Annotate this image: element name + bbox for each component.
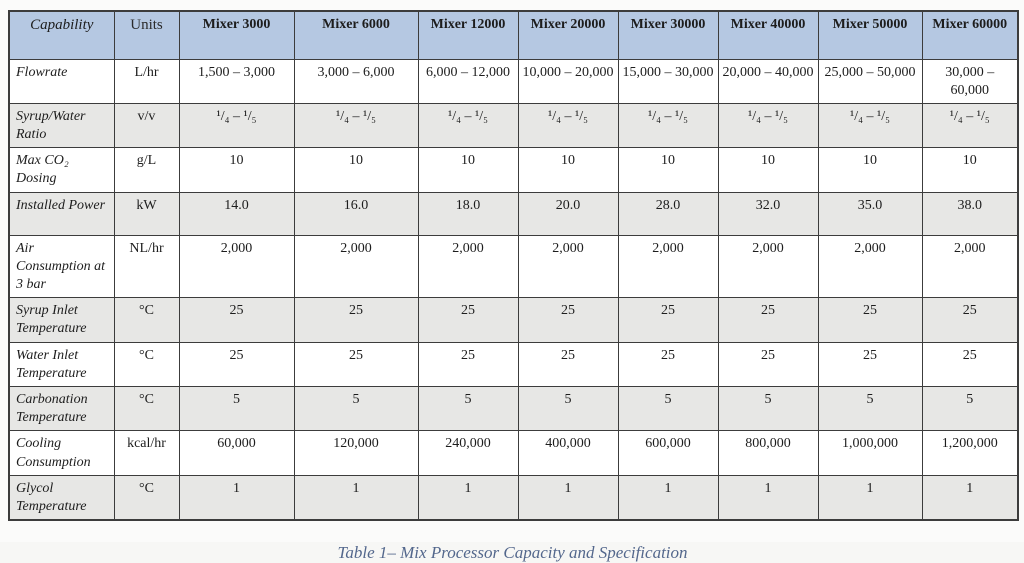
capability-cell: Carbonation Temperature bbox=[9, 386, 114, 430]
value-cell: 5 bbox=[718, 386, 818, 430]
units-cell: NL/hr bbox=[114, 235, 179, 298]
value-cell: 120,000 bbox=[294, 431, 418, 475]
spec-table-header bbox=[9, 11, 1018, 59]
table-row bbox=[9, 298, 1018, 342]
header-row bbox=[9, 11, 1018, 59]
spec-table-body bbox=[9, 59, 1018, 520]
capability-cell: Water Inlet Temperature bbox=[9, 342, 114, 386]
value-cell: ¹/₄ – ¹/₅ bbox=[294, 103, 418, 147]
value-cell: 14.0 bbox=[179, 192, 294, 235]
value-cell: 5 bbox=[418, 386, 518, 430]
value-cell: 10 bbox=[418, 148, 518, 192]
value-cell: 1 bbox=[518, 475, 618, 520]
value-cell: 25 bbox=[518, 342, 618, 386]
value-cell: 5 bbox=[179, 386, 294, 430]
value-cell: 25 bbox=[718, 342, 818, 386]
column-header-mixer-50000: Mixer 50000 bbox=[818, 11, 922, 59]
value-cell: 25 bbox=[922, 342, 1018, 386]
value-cell: 10 bbox=[518, 148, 618, 192]
value-cell: 25 bbox=[294, 342, 418, 386]
capability-cell: Syrup/Water Ratio bbox=[9, 103, 114, 147]
value-cell: 10 bbox=[294, 148, 418, 192]
value-cell: 20,000 – 40,000 bbox=[718, 59, 818, 103]
table-row bbox=[9, 342, 1018, 386]
value-cell: 5 bbox=[294, 386, 418, 430]
units-cell: °C bbox=[114, 386, 179, 430]
column-header-mixer-20000: Mixer 20000 bbox=[518, 11, 618, 59]
value-cell: 2,000 bbox=[418, 235, 518, 298]
value-cell: 18.0 bbox=[418, 192, 518, 235]
value-cell: 25 bbox=[818, 342, 922, 386]
value-cell: 10 bbox=[179, 148, 294, 192]
value-cell: 30,000 – 60,000 bbox=[922, 59, 1018, 103]
capability-cell: Syrup Inlet Temperature bbox=[9, 298, 114, 342]
column-header-mixer-6000: Mixer 6000 bbox=[294, 11, 418, 59]
value-cell: ¹/₄ – ¹/₅ bbox=[518, 103, 618, 147]
value-cell: 1 bbox=[294, 475, 418, 520]
table-row bbox=[9, 192, 1018, 235]
value-cell: ¹/₄ – ¹/₅ bbox=[179, 103, 294, 147]
value-cell: 5 bbox=[922, 386, 1018, 430]
value-cell: 1 bbox=[818, 475, 922, 520]
table-row bbox=[9, 386, 1018, 430]
column-header-mixer-3000: Mixer 3000 bbox=[179, 11, 294, 59]
value-cell: 16.0 bbox=[294, 192, 418, 235]
table-caption: Table 1– Mix Processor Capacity and Specification bbox=[337, 543, 688, 563]
value-cell: 20.0 bbox=[518, 192, 618, 235]
value-cell: 5 bbox=[518, 386, 618, 430]
value-cell: 25 bbox=[618, 342, 718, 386]
value-cell: 1 bbox=[922, 475, 1018, 520]
value-cell: 1 bbox=[179, 475, 294, 520]
value-cell: 25 bbox=[518, 298, 618, 342]
value-cell: 1 bbox=[618, 475, 718, 520]
units-cell: v/v bbox=[114, 103, 179, 147]
value-cell: 25 bbox=[418, 342, 518, 386]
value-cell: 2,000 bbox=[922, 235, 1018, 298]
column-header-mixer-12000: Mixer 12000 bbox=[418, 11, 518, 59]
value-cell: 10 bbox=[618, 148, 718, 192]
value-cell: 10 bbox=[818, 148, 922, 192]
value-cell: 32.0 bbox=[718, 192, 818, 235]
value-cell: 1,500 – 3,000 bbox=[179, 59, 294, 103]
value-cell: 60,000 bbox=[179, 431, 294, 475]
capability-cell: Air Consumption at 3 bar bbox=[9, 235, 114, 298]
capability-cell: Flowrate bbox=[9, 59, 114, 103]
value-cell: 25 bbox=[618, 298, 718, 342]
value-cell: 25 bbox=[179, 342, 294, 386]
units-cell: kW bbox=[114, 192, 179, 235]
value-cell: 2,000 bbox=[518, 235, 618, 298]
capability-cell: Installed Power bbox=[9, 192, 114, 235]
units-cell: °C bbox=[114, 298, 179, 342]
value-cell: 10,000 – 20,000 bbox=[518, 59, 618, 103]
value-cell: 25 bbox=[294, 298, 418, 342]
column-header-mixer-40000: Mixer 40000 bbox=[718, 11, 818, 59]
value-cell: ¹/₄ – ¹/₅ bbox=[418, 103, 518, 147]
column-header-units: Units bbox=[114, 11, 179, 59]
table-row bbox=[9, 431, 1018, 475]
capability-cell: Cooling Consumption bbox=[9, 431, 114, 475]
value-cell: ¹/₄ – ¹/₅ bbox=[718, 103, 818, 147]
value-cell: 1 bbox=[718, 475, 818, 520]
units-cell: g/L bbox=[114, 148, 179, 192]
units-cell: L/hr bbox=[114, 59, 179, 103]
value-cell: 2,000 bbox=[718, 235, 818, 298]
value-cell: 38.0 bbox=[922, 192, 1018, 235]
value-cell: 25 bbox=[718, 298, 818, 342]
value-cell: 25,000 – 50,000 bbox=[818, 59, 922, 103]
column-header-capability: Capability bbox=[9, 11, 114, 59]
value-cell: 25 bbox=[179, 298, 294, 342]
column-header-mixer-60000: Mixer 60000 bbox=[922, 11, 1018, 59]
value-cell: 2,000 bbox=[618, 235, 718, 298]
value-cell: 2,000 bbox=[179, 235, 294, 298]
value-cell: 5 bbox=[818, 386, 922, 430]
value-cell: 35.0 bbox=[818, 192, 922, 235]
value-cell: 10 bbox=[922, 148, 1018, 192]
capability-cell: Max CO₂ Dosing bbox=[9, 148, 114, 192]
value-cell: ¹/₄ – ¹/₅ bbox=[818, 103, 922, 147]
table-row bbox=[9, 148, 1018, 192]
column-header-mixer-30000: Mixer 30000 bbox=[618, 11, 718, 59]
value-cell: 1,200,000 bbox=[922, 431, 1018, 475]
units-cell: °C bbox=[114, 342, 179, 386]
value-cell: 2,000 bbox=[818, 235, 922, 298]
value-cell: 240,000 bbox=[418, 431, 518, 475]
value-cell: 2,000 bbox=[294, 235, 418, 298]
value-cell: ¹/₄ – ¹/₅ bbox=[922, 103, 1018, 147]
value-cell: 600,000 bbox=[618, 431, 718, 475]
value-cell: ¹/₄ – ¹/₅ bbox=[618, 103, 718, 147]
table-row bbox=[9, 103, 1018, 147]
capability-cell: Glycol Temperature bbox=[9, 475, 114, 520]
value-cell: 10 bbox=[718, 148, 818, 192]
value-cell: 25 bbox=[922, 298, 1018, 342]
value-cell: 1 bbox=[418, 475, 518, 520]
table-row bbox=[9, 475, 1018, 520]
value-cell: 5 bbox=[618, 386, 718, 430]
table-row bbox=[9, 235, 1018, 298]
value-cell: 15,000 – 30,000 bbox=[618, 59, 718, 103]
value-cell: 800,000 bbox=[718, 431, 818, 475]
value-cell: 28.0 bbox=[618, 192, 718, 235]
value-cell: 25 bbox=[818, 298, 922, 342]
units-cell: kcal/hr bbox=[114, 431, 179, 475]
table-row bbox=[9, 59, 1018, 103]
value-cell: 6,000 – 12,000 bbox=[418, 59, 518, 103]
value-cell: 1,000,000 bbox=[818, 431, 922, 475]
units-cell: °C bbox=[114, 475, 179, 520]
value-cell: 25 bbox=[418, 298, 518, 342]
spec-table bbox=[8, 10, 1019, 521]
value-cell: 400,000 bbox=[518, 431, 618, 475]
value-cell: 3,000 – 6,000 bbox=[294, 59, 418, 103]
